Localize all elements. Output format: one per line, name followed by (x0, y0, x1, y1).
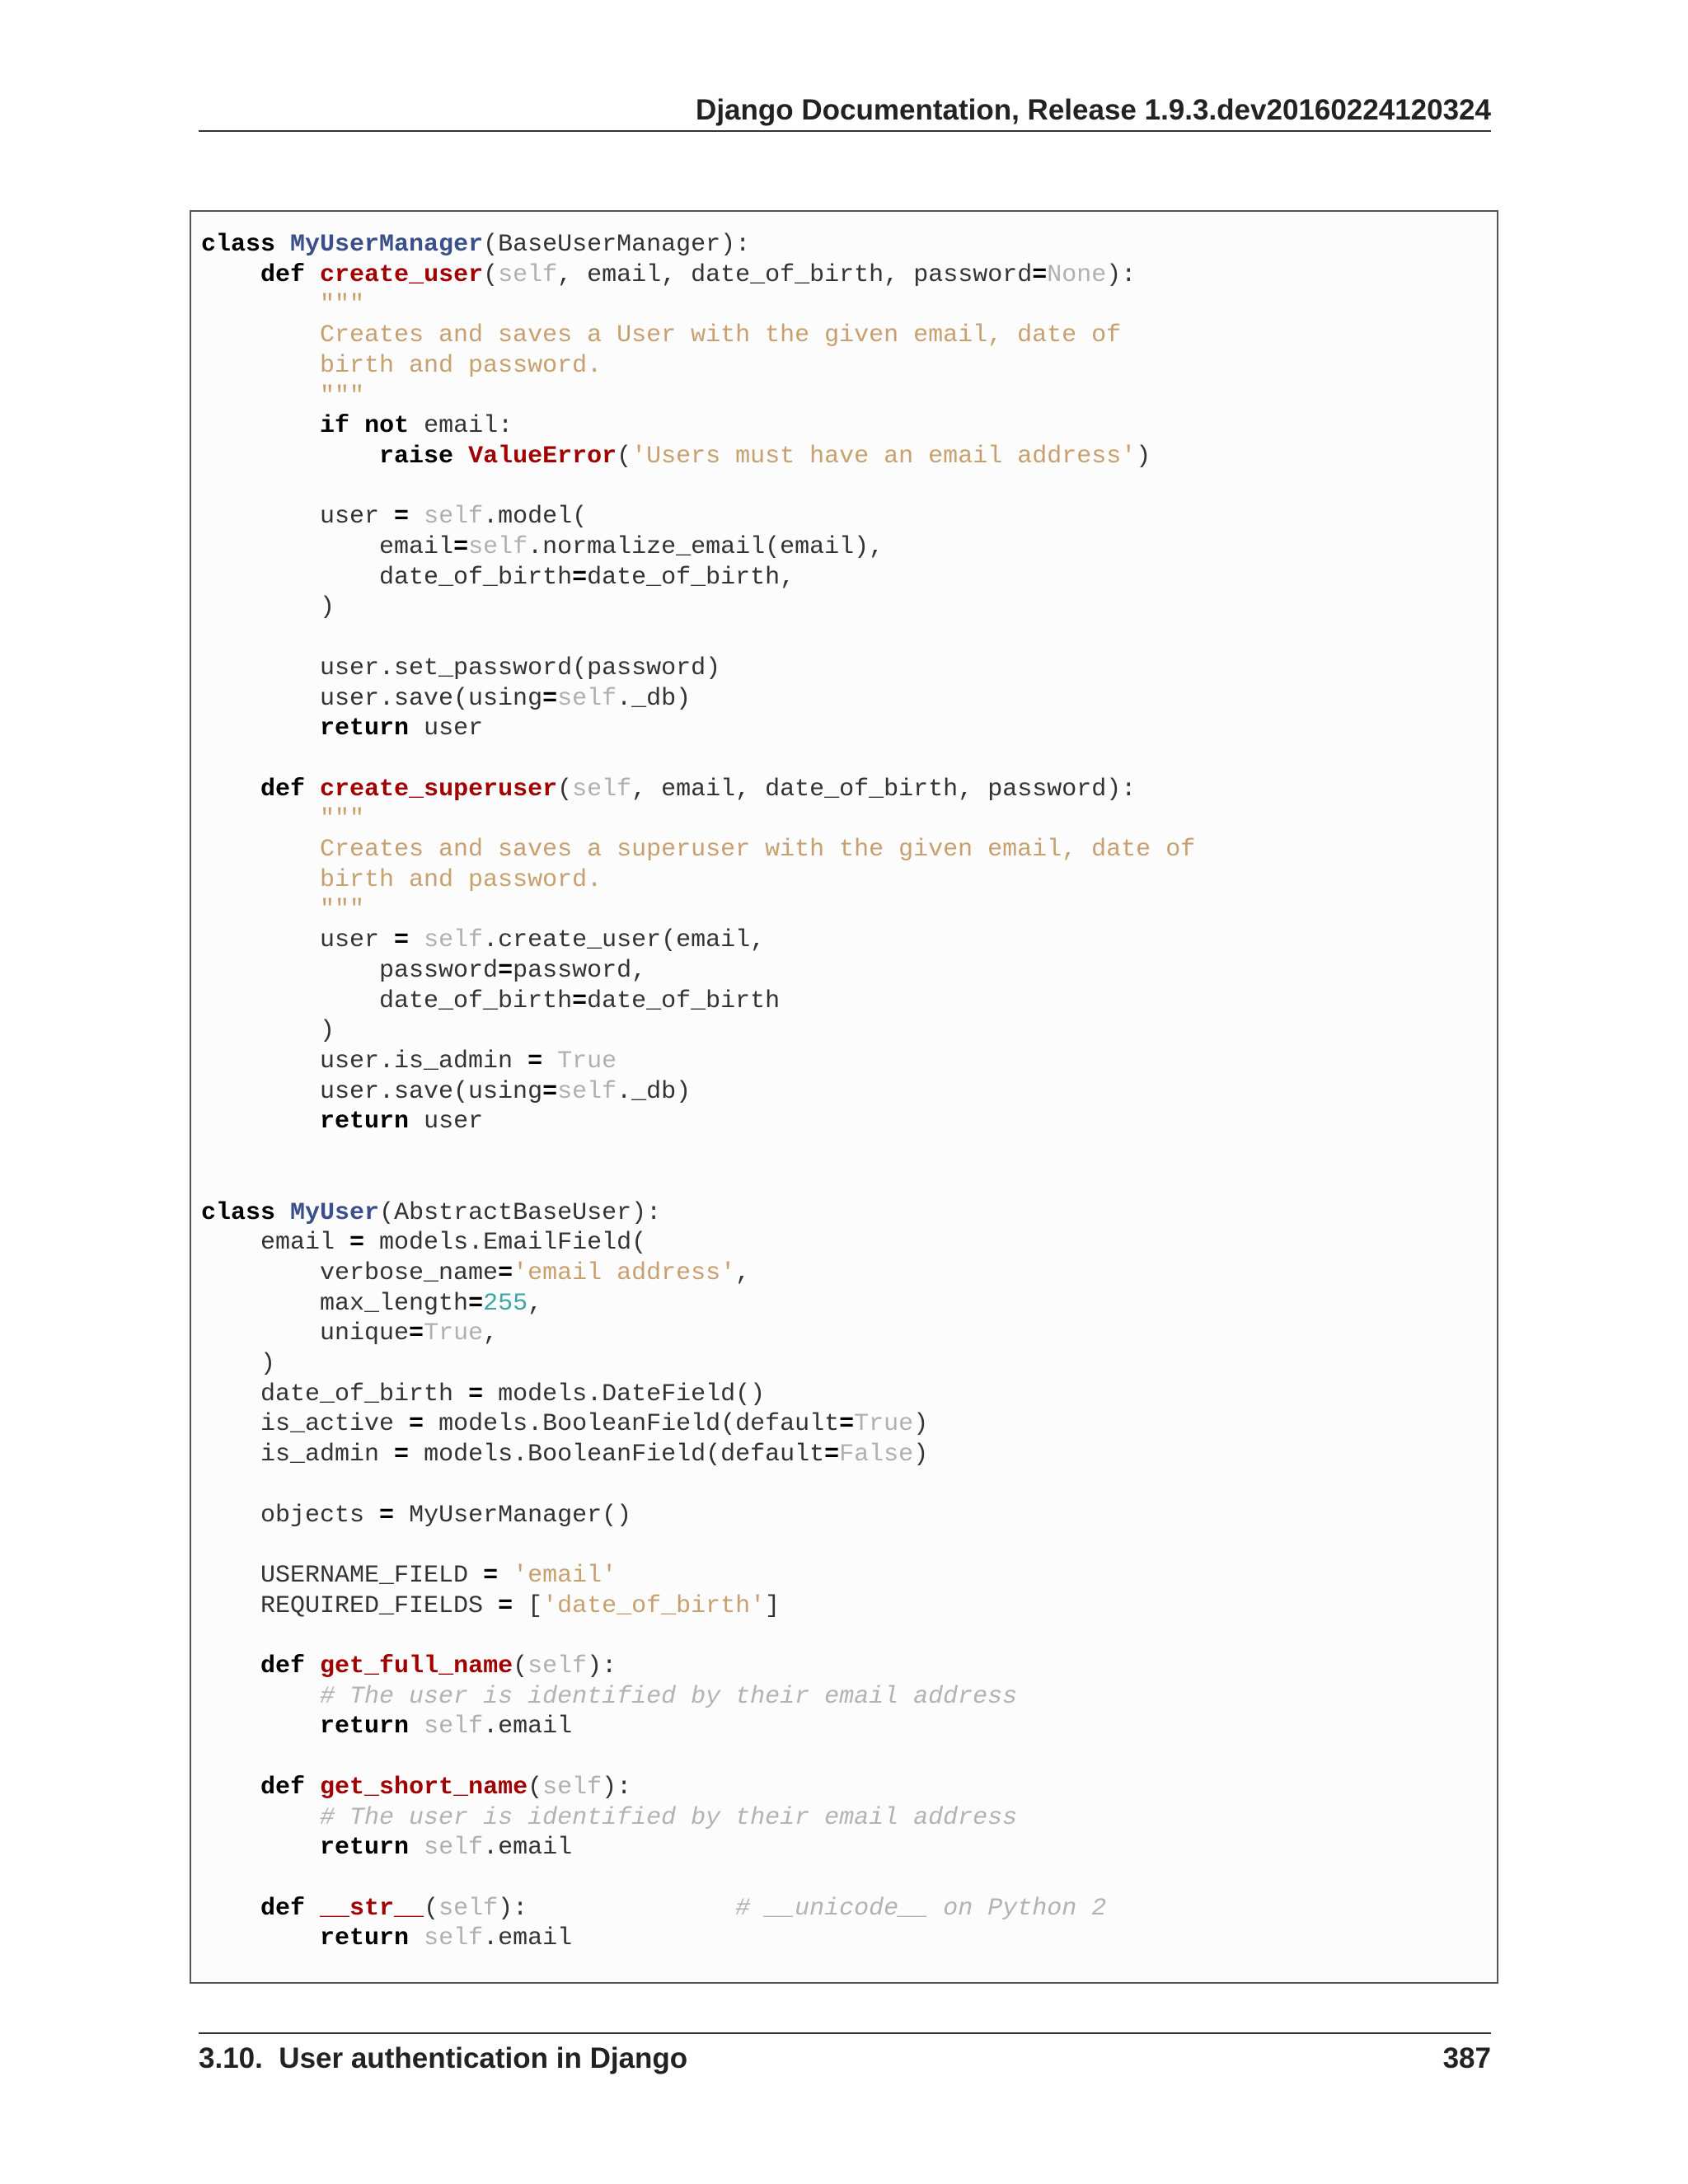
code-listing: class MyUserManager(BaseUserManager): def create_user(self, email, date_of_birth, password=None): """ Creates and saves a User with the given email, date of birth and password. """ if not email: raise ValueError('Users must have an email address') user = self.model( email=self.normalize_email(email), date_of_birth=date_of_birth, ) user.set_password(password) user.save(using=self._db) return user def create_superuser(self, email, date_of_birth, password): """ Creates and saves a superuser with the given email, date of birth and password. """ user = self.create_user(email, password=password, date_of_birth=date_of_birth ) user.is_admin = True user.save(using=self._db) return user class MyUser(AbstractBaseUser): email = models.EmailField( verbose_name='email address', max_length=255, unique=True, ) date_of_birth = models.DateField() is_active = models.BooleanField(default=True) is_admin = models.BooleanField(default=False) objects = MyUserManager() USERNAME_FIELD = 'email' REQUIRED_FIELDS = ['date_of_birth'] def get_full_name(self): # The user is identified by their email address return self.email def get_short_name(self): # The user is identified by their email address return self.email def __str__(self): # __unicode__ on Python 2 return self.email (201, 231, 1196, 1953)
code-block (190, 210, 1498, 1984)
page-footer (199, 2032, 1491, 2074)
document-title: Django Documentation, Release 1.9.3.dev20160224120324 (696, 94, 1491, 126)
page-header (199, 92, 1491, 132)
section-title: 3.10. User authentication in Django (199, 2042, 688, 2074)
page-number: 387 (1442, 2042, 1491, 2074)
